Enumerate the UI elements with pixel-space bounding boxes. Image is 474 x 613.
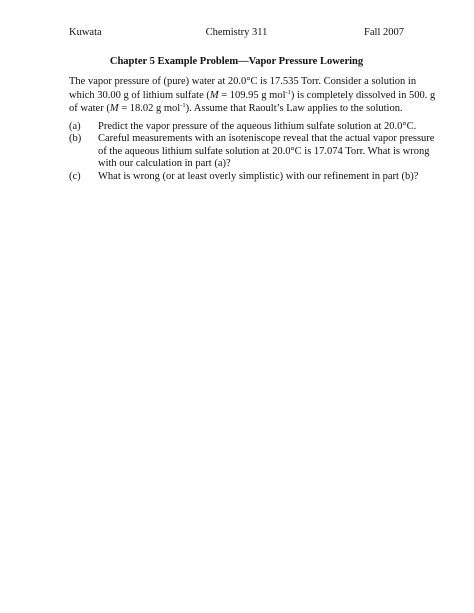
statement-text: = 18.02 g mol xyxy=(118,103,181,115)
header-course: Chemistry 311 xyxy=(205,27,268,38)
part-label: (a) xyxy=(69,121,81,132)
part-b xyxy=(69,133,435,170)
problem-parts xyxy=(69,121,435,183)
part-a xyxy=(69,121,417,133)
statement-line-1: The vapor pressure of (pure) water at 20.0°C is 17.535 Torr. Consider a solution in xyxy=(69,76,417,87)
problem-title: Chapter 5 Example Problem—Vapor Pressure Lowering xyxy=(109,56,364,67)
statement-line-2 xyxy=(69,88,436,103)
molar-mass-symbol: M xyxy=(209,89,219,101)
statement-text: of water ( xyxy=(69,103,110,115)
part-text xyxy=(98,133,435,170)
part-line: of the aqueous lithium sulfate solution at 20.0°C is 17.074 Torr. What is wrong xyxy=(98,145,430,157)
statement-text: which 30.00 g of lithium sulfate ( xyxy=(69,89,210,101)
part-line: Careful measurements with an isoteniscope reveal that the actual vapor pressure xyxy=(98,133,435,145)
problem-statement xyxy=(69,75,436,116)
unit-exponent: -1 xyxy=(285,88,291,96)
part-label: (c) xyxy=(69,170,81,182)
part-line: Predict the vapor pressure of the aqueous lithium sulfate solution at 20.0°C. xyxy=(98,121,417,132)
part-line: What is wrong (or at least overly simplistic) with our refinement in part (b)? xyxy=(98,170,419,182)
statement-text: ) is completely dissolved in 500. g xyxy=(290,89,436,101)
statement-text: ). Assume that Raoult’s Law applies to the solution. xyxy=(185,103,403,115)
unit-exponent: -1 xyxy=(180,102,186,110)
part-label: (b) xyxy=(69,133,82,145)
part-text xyxy=(98,170,419,183)
header-term: Fall 2007 xyxy=(364,27,404,38)
molar-mass-symbol: M xyxy=(109,103,119,115)
statement-text: = 109.95 g mol xyxy=(218,89,286,101)
part-c xyxy=(69,170,419,183)
statement-line-3 xyxy=(69,102,404,116)
page-header xyxy=(69,27,404,41)
part-line: with our calculation in part (a)? xyxy=(98,158,231,170)
header-author: Kuwata xyxy=(69,27,102,38)
part-text xyxy=(98,121,417,133)
